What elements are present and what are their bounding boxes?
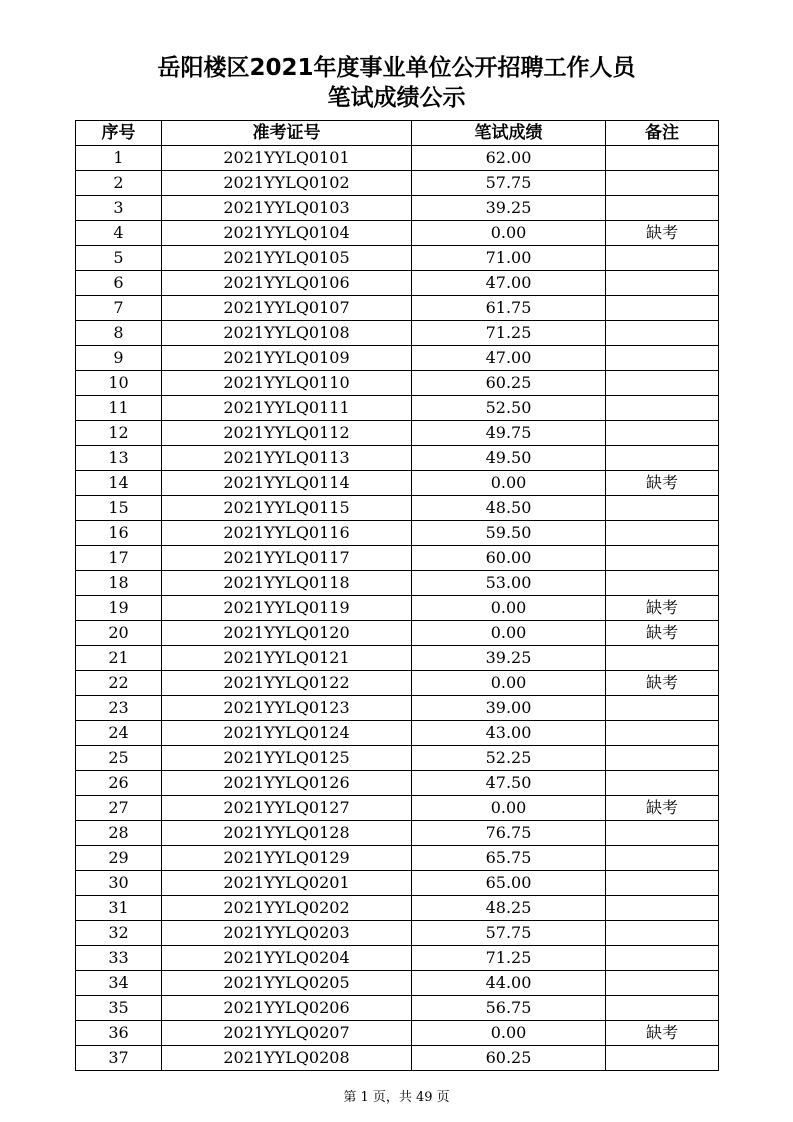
page-footer: 第 1 页，共 49 页 bbox=[343, 1090, 450, 1105]
cell-ticket: 2021YYLQ0110 bbox=[162, 371, 412, 396]
cell-seq: 9 bbox=[76, 346, 162, 371]
table-row bbox=[76, 296, 719, 321]
cell-note bbox=[606, 496, 719, 521]
cell-note: 缺考 bbox=[606, 796, 719, 821]
cell-seq: 11 bbox=[76, 396, 162, 421]
cell-note bbox=[606, 421, 719, 446]
cell-seq: 20 bbox=[76, 621, 162, 646]
table-row bbox=[76, 796, 719, 821]
cell-ticket: 2021YYLQ0107 bbox=[162, 296, 412, 321]
table-header-row bbox=[76, 121, 719, 146]
cell-ticket: 2021YYLQ0125 bbox=[162, 746, 412, 771]
table-row bbox=[76, 521, 719, 546]
cell-note bbox=[606, 921, 719, 946]
table-row bbox=[76, 671, 719, 696]
cell-ticket: 2021YYLQ0102 bbox=[162, 171, 412, 196]
cell-score: 47.00 bbox=[412, 271, 606, 296]
cell-seq: 37 bbox=[76, 1046, 162, 1071]
cell-ticket: 2021YYLQ0124 bbox=[162, 721, 412, 746]
cell-ticket: 2021YYLQ0118 bbox=[162, 571, 412, 596]
table-row bbox=[76, 546, 719, 571]
cell-score: 47.50 bbox=[412, 771, 606, 796]
table-row bbox=[76, 971, 719, 996]
cell-note bbox=[606, 871, 719, 896]
cell-ticket: 2021YYLQ0129 bbox=[162, 846, 412, 871]
cell-seq: 24 bbox=[76, 721, 162, 746]
cell-ticket: 2021YYLQ0112 bbox=[162, 421, 412, 446]
table-row bbox=[76, 821, 719, 846]
table-row bbox=[76, 921, 719, 946]
table-row bbox=[76, 896, 719, 921]
cell-score: 53.00 bbox=[412, 571, 606, 596]
cell-ticket: 2021YYLQ0201 bbox=[162, 871, 412, 896]
cell-seq: 2 bbox=[76, 171, 162, 196]
cell-note bbox=[606, 696, 719, 721]
cell-score: 48.25 bbox=[412, 896, 606, 921]
cell-note bbox=[606, 446, 719, 471]
cell-seq: 22 bbox=[76, 671, 162, 696]
cell-score: 61.75 bbox=[412, 296, 606, 321]
cell-note bbox=[606, 971, 719, 996]
cell-ticket: 2021YYLQ0105 bbox=[162, 246, 412, 271]
cell-ticket: 2021YYLQ0121 bbox=[162, 646, 412, 671]
cell-seq: 25 bbox=[76, 746, 162, 771]
table-row bbox=[76, 371, 719, 396]
cell-note: 缺考 bbox=[606, 221, 719, 246]
cell-seq: 14 bbox=[76, 471, 162, 496]
cell-score: 0.00 bbox=[412, 596, 606, 621]
table-row bbox=[76, 246, 719, 271]
cell-score: 56.75 bbox=[412, 996, 606, 1021]
cell-seq: 4 bbox=[76, 221, 162, 246]
cell-ticket: 2021YYLQ0108 bbox=[162, 321, 412, 346]
cell-score: 60.25 bbox=[412, 1046, 606, 1071]
table-row bbox=[76, 596, 719, 621]
cell-score: 44.00 bbox=[412, 971, 606, 996]
cell-note bbox=[606, 646, 719, 671]
table-row bbox=[76, 571, 719, 596]
cell-ticket: 2021YYLQ0127 bbox=[162, 796, 412, 821]
table-row bbox=[76, 321, 719, 346]
cell-ticket: 2021YYLQ0208 bbox=[162, 1046, 412, 1071]
table-row bbox=[76, 196, 719, 221]
cell-note bbox=[606, 896, 719, 921]
cell-note bbox=[606, 771, 719, 796]
table-row bbox=[76, 771, 719, 796]
table-row bbox=[76, 396, 719, 421]
cell-ticket: 2021YYLQ0128 bbox=[162, 821, 412, 846]
cell-score: 39.00 bbox=[412, 696, 606, 721]
cell-seq: 6 bbox=[76, 271, 162, 296]
cell-note bbox=[606, 371, 719, 396]
cell-ticket: 2021YYLQ0122 bbox=[162, 671, 412, 696]
cell-score: 0.00 bbox=[412, 796, 606, 821]
cell-note bbox=[606, 571, 719, 596]
cell-score: 60.25 bbox=[412, 371, 606, 396]
cell-seq: 29 bbox=[76, 846, 162, 871]
cell-seq: 16 bbox=[76, 521, 162, 546]
cell-note bbox=[606, 521, 719, 546]
cell-seq: 8 bbox=[76, 321, 162, 346]
cell-seq: 33 bbox=[76, 946, 162, 971]
header-note: 备注 bbox=[606, 121, 719, 146]
table-row bbox=[76, 1021, 719, 1046]
cell-seq: 35 bbox=[76, 996, 162, 1021]
cell-ticket: 2021YYLQ0202 bbox=[162, 896, 412, 921]
table-row bbox=[76, 271, 719, 296]
table-row bbox=[76, 871, 719, 896]
document-title: 岳阳楼区2021年度事业单位公开招聘工作人员 bbox=[157, 55, 636, 81]
cell-seq: 28 bbox=[76, 821, 162, 846]
cell-score: 65.00 bbox=[412, 871, 606, 896]
cell-seq: 32 bbox=[76, 921, 162, 946]
cell-note: 缺考 bbox=[606, 621, 719, 646]
cell-seq: 5 bbox=[76, 246, 162, 271]
cell-note bbox=[606, 196, 719, 221]
table-row bbox=[76, 221, 719, 246]
cell-seq: 13 bbox=[76, 446, 162, 471]
cell-note bbox=[606, 346, 719, 371]
cell-note bbox=[606, 846, 719, 871]
cell-ticket: 2021YYLQ0204 bbox=[162, 946, 412, 971]
cell-note bbox=[606, 246, 719, 271]
cell-score: 57.75 bbox=[412, 921, 606, 946]
table-row bbox=[76, 946, 719, 971]
table-row bbox=[76, 146, 719, 171]
cell-ticket: 2021YYLQ0111 bbox=[162, 396, 412, 421]
table-row bbox=[76, 471, 719, 496]
cell-note: 缺考 bbox=[606, 596, 719, 621]
cell-ticket: 2021YYLQ0116 bbox=[162, 521, 412, 546]
table-row bbox=[76, 721, 719, 746]
cell-seq: 7 bbox=[76, 296, 162, 321]
header-seq: 序号 bbox=[76, 121, 162, 146]
cell-seq: 30 bbox=[76, 871, 162, 896]
cell-note bbox=[606, 746, 719, 771]
cell-note: 缺考 bbox=[606, 471, 719, 496]
cell-seq: 21 bbox=[76, 646, 162, 671]
cell-note bbox=[606, 146, 719, 171]
table-row bbox=[76, 696, 719, 721]
cell-seq: 1 bbox=[76, 146, 162, 171]
cell-seq: 3 bbox=[76, 196, 162, 221]
cell-ticket: 2021YYLQ0203 bbox=[162, 921, 412, 946]
cell-ticket: 2021YYLQ0106 bbox=[162, 271, 412, 296]
cell-ticket: 2021YYLQ0123 bbox=[162, 696, 412, 721]
table-body bbox=[76, 146, 719, 1071]
cell-score: 52.50 bbox=[412, 396, 606, 421]
cell-seq: 26 bbox=[76, 771, 162, 796]
cell-ticket: 2021YYLQ0117 bbox=[162, 546, 412, 571]
table-row bbox=[76, 646, 719, 671]
cell-score: 60.00 bbox=[412, 546, 606, 571]
cell-note bbox=[606, 321, 719, 346]
cell-score: 39.25 bbox=[412, 196, 606, 221]
cell-seq: 27 bbox=[76, 796, 162, 821]
header-ticket: 准考证号 bbox=[162, 121, 412, 146]
cell-seq: 34 bbox=[76, 971, 162, 996]
scores-table bbox=[75, 120, 719, 1071]
cell-score: 65.75 bbox=[412, 846, 606, 871]
cell-ticket: 2021YYLQ0109 bbox=[162, 346, 412, 371]
cell-score: 0.00 bbox=[412, 671, 606, 696]
cell-ticket: 2021YYLQ0114 bbox=[162, 471, 412, 496]
table-row bbox=[76, 996, 719, 1021]
cell-ticket: 2021YYLQ0206 bbox=[162, 996, 412, 1021]
header-score: 笔试成绩 bbox=[412, 121, 606, 146]
table-row bbox=[76, 746, 719, 771]
cell-seq: 19 bbox=[76, 596, 162, 621]
cell-score: 71.25 bbox=[412, 321, 606, 346]
cell-seq: 23 bbox=[76, 696, 162, 721]
cell-score: 0.00 bbox=[412, 1021, 606, 1046]
table-row bbox=[76, 496, 719, 521]
cell-score: 0.00 bbox=[412, 221, 606, 246]
cell-score: 49.50 bbox=[412, 446, 606, 471]
cell-ticket: 2021YYLQ0104 bbox=[162, 221, 412, 246]
cell-score: 76.75 bbox=[412, 821, 606, 846]
cell-score: 48.50 bbox=[412, 496, 606, 521]
cell-note: 缺考 bbox=[606, 671, 719, 696]
table-row bbox=[76, 446, 719, 471]
cell-ticket: 2021YYLQ0115 bbox=[162, 496, 412, 521]
cell-score: 49.75 bbox=[412, 421, 606, 446]
table-row bbox=[76, 346, 719, 371]
cell-ticket: 2021YYLQ0205 bbox=[162, 971, 412, 996]
cell-ticket: 2021YYLQ0126 bbox=[162, 771, 412, 796]
cell-note bbox=[606, 946, 719, 971]
cell-ticket: 2021YYLQ0207 bbox=[162, 1021, 412, 1046]
cell-score: 52.25 bbox=[412, 746, 606, 771]
table-row bbox=[76, 1046, 719, 1071]
cell-ticket: 2021YYLQ0120 bbox=[162, 621, 412, 646]
cell-note bbox=[606, 821, 719, 846]
cell-seq: 12 bbox=[76, 421, 162, 446]
cell-note bbox=[606, 996, 719, 1021]
cell-score: 0.00 bbox=[412, 471, 606, 496]
cell-ticket: 2021YYLQ0113 bbox=[162, 446, 412, 471]
cell-seq: 31 bbox=[76, 896, 162, 921]
cell-ticket: 2021YYLQ0119 bbox=[162, 596, 412, 621]
cell-note bbox=[606, 271, 719, 296]
cell-score: 43.00 bbox=[412, 721, 606, 746]
cell-note bbox=[606, 396, 719, 421]
cell-note bbox=[606, 296, 719, 321]
cell-score: 0.00 bbox=[412, 621, 606, 646]
document-subtitle: 笔试成绩公示 bbox=[327, 85, 466, 111]
cell-score: 47.00 bbox=[412, 346, 606, 371]
cell-score: 71.25 bbox=[412, 946, 606, 971]
table-row bbox=[76, 846, 719, 871]
cell-note bbox=[606, 546, 719, 571]
cell-note bbox=[606, 171, 719, 196]
cell-ticket: 2021YYLQ0101 bbox=[162, 146, 412, 171]
cell-score: 71.00 bbox=[412, 246, 606, 271]
cell-score: 57.75 bbox=[412, 171, 606, 196]
cell-note: 缺考 bbox=[606, 1021, 719, 1046]
cell-score: 59.50 bbox=[412, 521, 606, 546]
table-row bbox=[76, 421, 719, 446]
table-row bbox=[76, 171, 719, 196]
cell-seq: 17 bbox=[76, 546, 162, 571]
cell-score: 62.00 bbox=[412, 146, 606, 171]
cell-seq: 18 bbox=[76, 571, 162, 596]
cell-seq: 36 bbox=[76, 1021, 162, 1046]
cell-note bbox=[606, 721, 719, 746]
cell-ticket: 2021YYLQ0103 bbox=[162, 196, 412, 221]
cell-seq: 10 bbox=[76, 371, 162, 396]
cell-seq: 15 bbox=[76, 496, 162, 521]
table-row bbox=[76, 621, 719, 646]
cell-score: 39.25 bbox=[412, 646, 606, 671]
cell-note bbox=[606, 1046, 719, 1071]
